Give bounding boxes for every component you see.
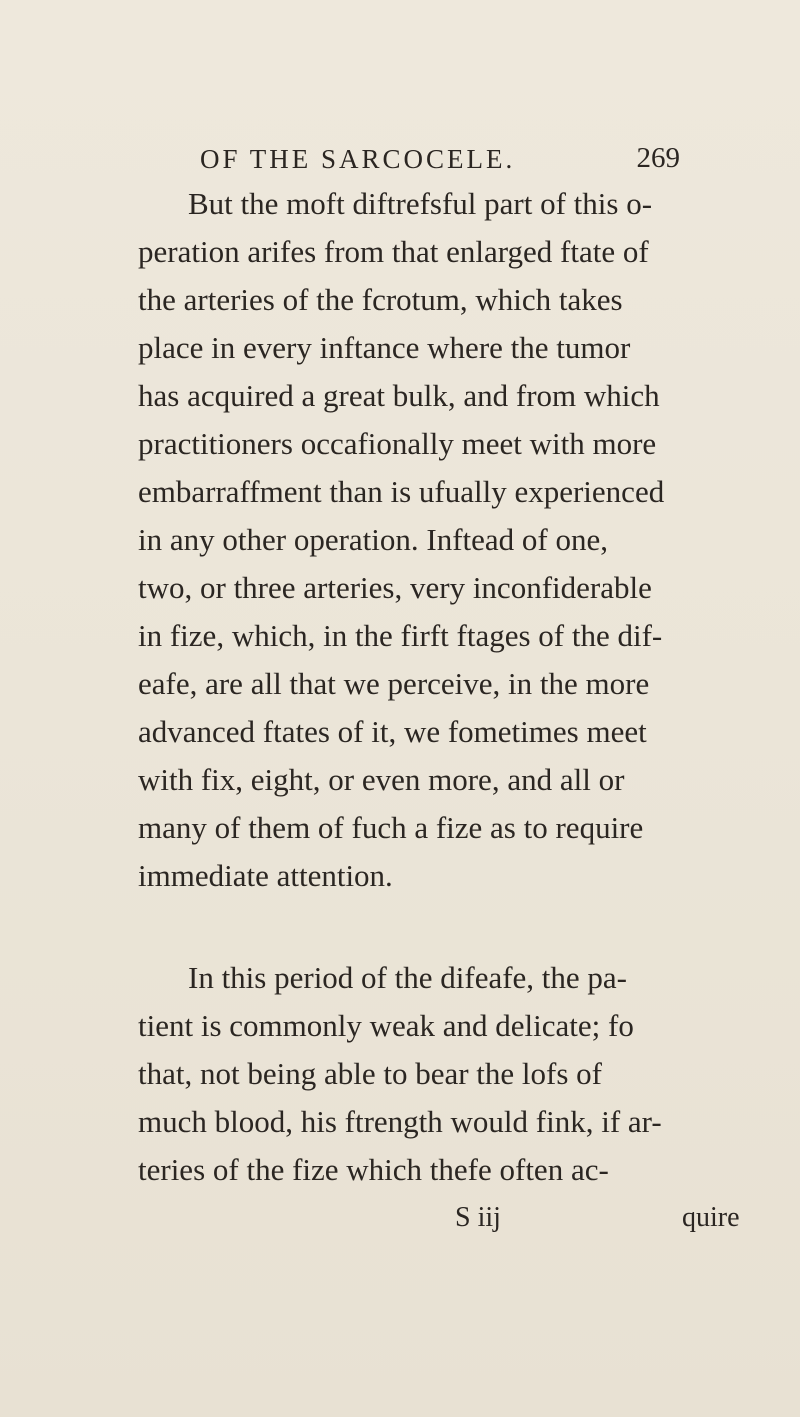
text-line: advanced ftates of it, we fometimes meet bbox=[138, 714, 647, 749]
text-line: in any other operation. Inftead of one, bbox=[138, 522, 608, 557]
catchword: quire bbox=[682, 1202, 740, 1233]
text-line: that, not being able to bear the lofs of bbox=[138, 1056, 603, 1091]
text-line: In this period of the difeafe, the pa- bbox=[188, 960, 627, 995]
text-line: two, or three arteries, very inconfiderable bbox=[138, 570, 652, 605]
text-line: in fize, which, in the firft ftages of the dif- bbox=[138, 618, 663, 653]
text-line: immediate attention. bbox=[138, 858, 393, 893]
running-title: OF THE SARCOCELE. bbox=[200, 144, 516, 174]
text-line: eafe, are all that we perceive, in the more bbox=[138, 666, 650, 701]
text-line: embarraffment than is ufually experienced bbox=[138, 474, 665, 509]
text-line: has acquired a great bulk, and from which bbox=[138, 378, 660, 413]
text-line: much blood, his ftrength would fink, if ar- bbox=[138, 1104, 662, 1139]
text-line: peration arifes from that enlarged ftate of bbox=[138, 234, 649, 269]
text-line: with fix, eight, or even more, and all or bbox=[138, 762, 625, 797]
text-line: tient is commonly weak and delicate; fo bbox=[138, 1008, 634, 1043]
text-line: teries of the fize which thefe often ac- bbox=[138, 1152, 609, 1187]
signature-mark: S iij bbox=[455, 1202, 501, 1233]
text-line: practitioners occafionally meet with more bbox=[138, 426, 657, 461]
text-line: place in every inftance where the tumor bbox=[138, 330, 631, 365]
text-line: many of them of fuch a fize as to require bbox=[138, 810, 644, 845]
text-line: But the moft diftrefsful part of this o- bbox=[188, 186, 653, 221]
page-number: 269 bbox=[636, 142, 680, 174]
text-line: the arteries of the fcrotum, which takes bbox=[138, 282, 623, 317]
